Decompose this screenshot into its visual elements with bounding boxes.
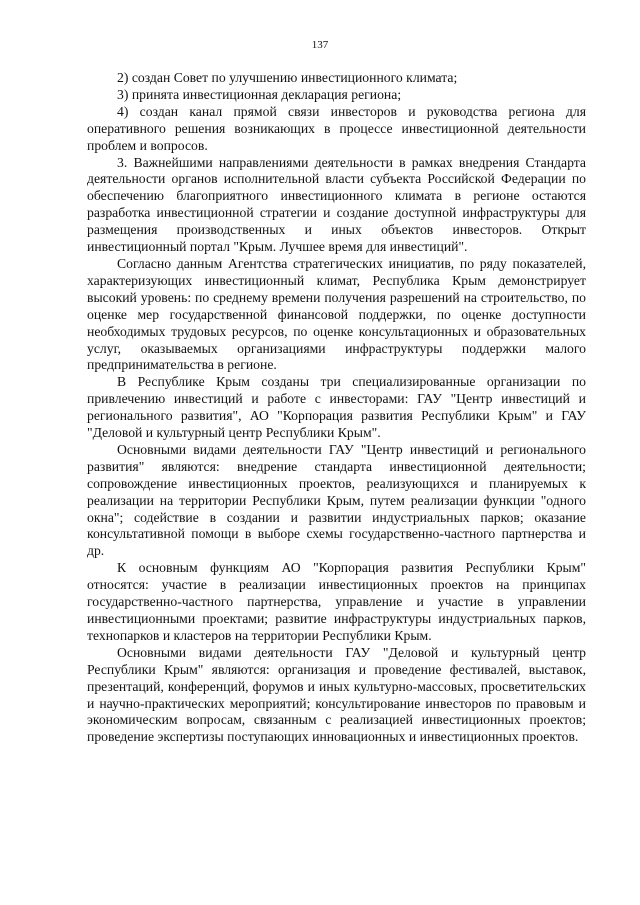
paragraph-center-investments: Основными видами деятельности ГАУ "Центр инвестиций и регионального развития" являются: внедрение стандарта инвестиционной деятельности; сопровождение инвестиционных проектов, реализующихся и планируемых к реализации на территории Республики Крым, путем реализации функции "одного окна"; содействие в создании и развитии индустриальных парков; оказание консультативной помощи в выборе схемы государственно-частного партнерства и др. xyxy=(87,441,586,559)
document-body xyxy=(87,70,586,746)
paragraph-business-cultural-center: Основными видами деятельности ГАУ "Деловой и культурный центр Республики Крым" являются: организация и проведение фестивалей, выставок, презентаций, конференций, форумов и иных культурно-массовых, просветительских и научно-практических мероприятий; консультирование инвесторов по правовым и экономическим вопросам, связанным с реализацией инвестиционных проектов; проведение экспертизы поступающих инновационных и инвестиционных проектов. xyxy=(87,644,586,745)
page-number: 137 xyxy=(311,39,329,51)
paragraph-development-corporation: К основным функциям АО "Корпорация развития Республики Крым" относятся: участие в реализации инвестиционных проектов на принципах государственно-частного партнерства, управление и участие в управлении инвестиционными проектами; развитие инфраструктуры индустриальных парков, технопарков и кластеров на территории Республики Крым. xyxy=(87,560,586,643)
paragraph-section-3: 3. Важнейшими направлениями деятельности в рамках внедрения Стандарта деятельности органов исполнительной власти субъекта Российской Федерации по обеспечению благоприятного инвестиционного климата в регионе остаются разработка инвестиционной стратегии и создание доступной инфраструктуры для размещения производственных и иных объектов инвесторов. Открыт инвестиционный портал "Крым. Лучшее время для инвестиций". xyxy=(87,154,586,255)
paragraph-list-item-2: 2) создан Совет по улучшению инвестиционного климата; xyxy=(117,70,458,85)
paragraph-list-item-4: 4) создан канал прямой связи инвесторов и руководства региона для оперативного решения возникающих в процессе инвестиционной деятельности проблем и вопросов. xyxy=(87,103,586,153)
paragraph-list-item-3: 3) принята инвестиционная декларация региона; xyxy=(117,86,402,102)
paragraph-asi-rating: Согласно данным Агентства стратегических инициатив, по ряду показателей, характеризующих инвестиционный климат, Республика Крым демонстрирует высокий уровень: по среднему времени получения разрешений на строительство, по оценке мер государственной финансовой поддержки, по оценке доступности необходимых трудовых ресурсов, по оценке консультационных и образовательных услуг, оказываемых организациями инфраструктуры поддержки малого предпринимательства в регионе. xyxy=(87,255,586,373)
paragraph-organizations: В Республике Крым созданы три специализированные организации по привлечению инвестиций и работе с инвесторами: ГАУ "Центр инвестиций и регионального развития", АО "Корпорация развития Республики Крым" и ГАУ "Деловой и культурный центр Республики Крым". xyxy=(87,374,586,441)
